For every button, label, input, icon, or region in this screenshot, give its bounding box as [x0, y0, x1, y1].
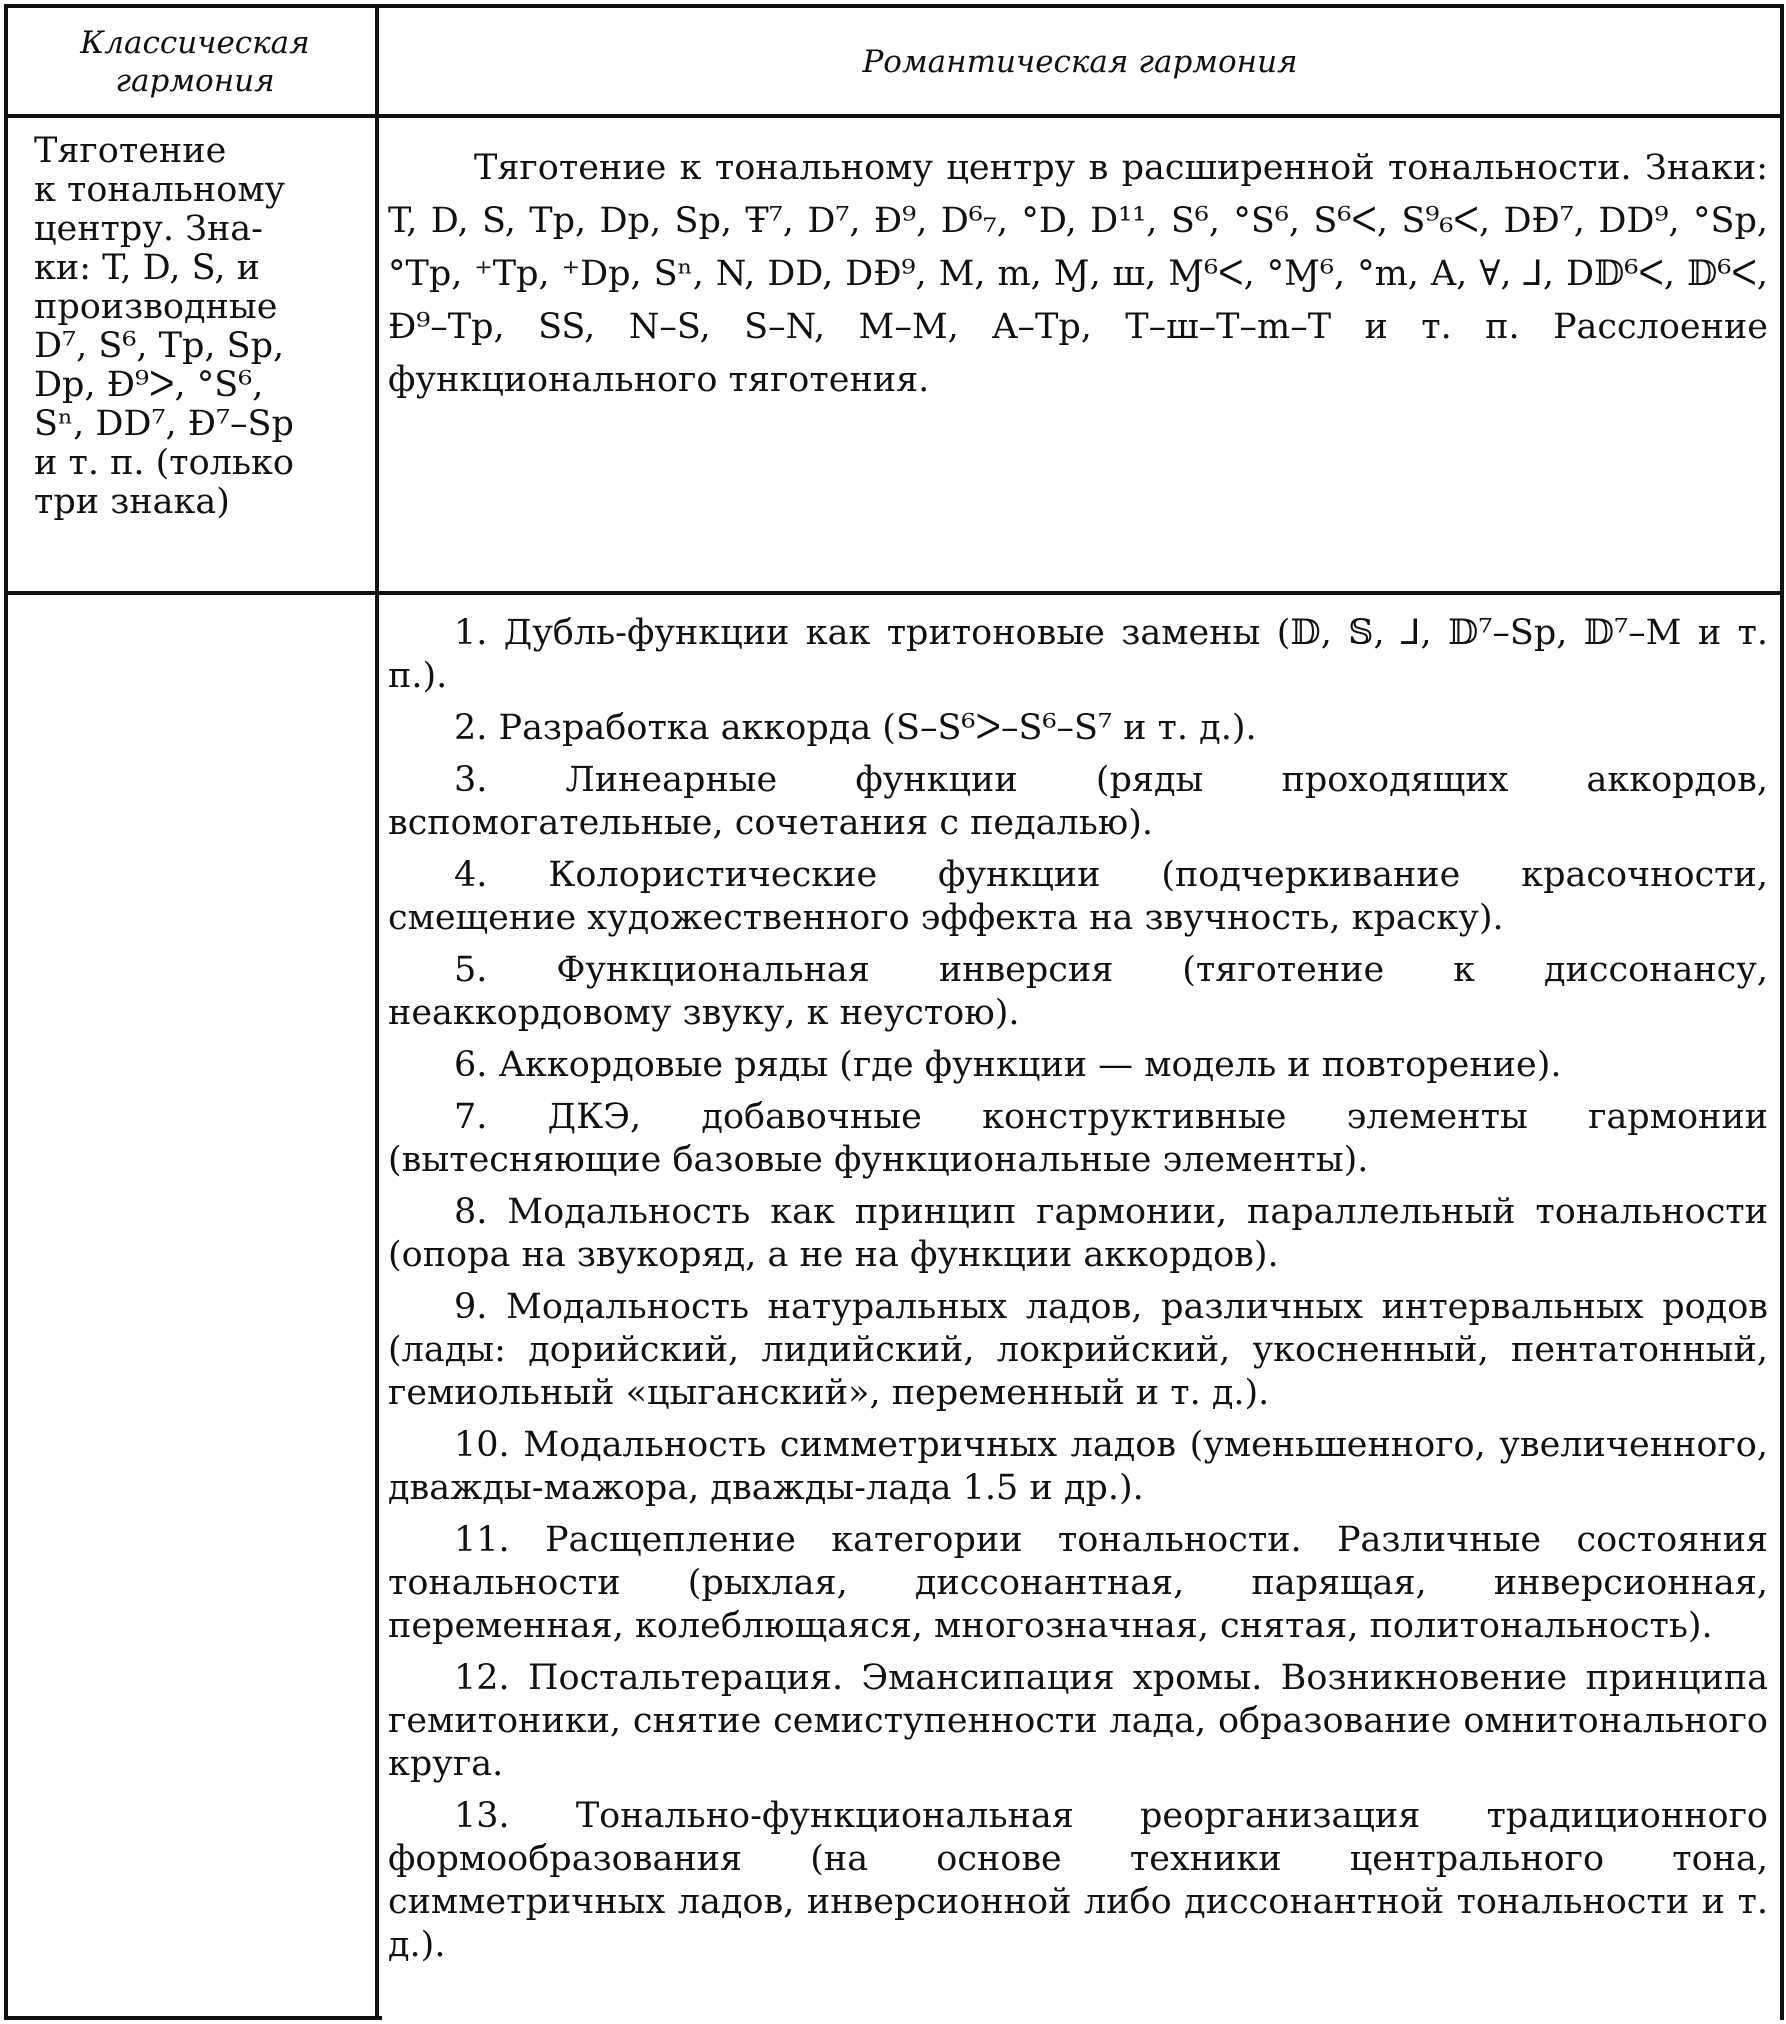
classic-line: D⁷, S⁶, Tp, Sp, — [34, 326, 285, 366]
table-border-top — [4, 4, 1784, 8]
classic-line: Dp, Đ⁹ᐳ, °S⁶, — [34, 365, 264, 405]
list-item: 10. Модальность симметричных ладов (уменьшенного, увеличенного, дважды-мажора, дважды-лада 1.5 и др.). — [388, 1425, 1768, 1508]
table-border-bottom — [4, 2016, 382, 2020]
classic-line: центру. Зна- — [34, 209, 263, 249]
romantic-gravitation-text: Тяготение к тональному центру в расширенной тональности. Знаки: T, D, S, Tp, Dp, Sp, Ŧ⁷, D⁷, Đ⁹, D⁶₇, °D, D¹¹, S⁶, °S⁶, S⁶ᐸ, S⁹₆ᐸ, DĐ⁷, DD⁹, °Sp, °Tp, ⁺Tp, ⁺Dp, Sⁿ, N, DD, DĐ⁹, M, m, Ɱ, ш, Ɱ⁶ᐸ, °Ɱ⁶, °m, A, ∀, ⅃, D𝔻⁶ᐸ, 𝔻⁶ᐸ, Đ⁹–Tp, SS, N–S, S–N, M–M, A–Tp, T–ш–T–m–T и т. п. Расслоение функционального тяготения. — [388, 148, 1768, 400]
list-item: 9. Модальность натуральных ладов, различных интервальных родов (лады: дорийский, лидийский, локрийский, укосненный, пентатонный, гемиольный «цыганский», переменный и т. д.). — [388, 1287, 1768, 1413]
table-border-right — [1780, 4, 1784, 2020]
classic-gravitation-cell — [34, 132, 368, 582]
list-item: 11. Расщепление категории тональности. Различные состояния тональности (рыхлая, диссонантная, парящая, инверсионная, переменная, колеблющаяся, многозначная, снятая, политональность). — [388, 1520, 1768, 1646]
list-item: 2. Разработка аккорда (S–S⁶ᐳ–S⁶–S⁷ и т. д.). — [454, 708, 1257, 748]
list-item: 7. ДКЭ, добавочные конструктивные элементы гармонии (вытесняющие базовые функциональные элементы). — [388, 1097, 1768, 1180]
list-item: 4. Колористические функции (подчеркивание красочности, смещение художественного эффекта на звучность, краску). — [388, 855, 1768, 938]
list-item: 6. Аккордовые ряды (где функции — модель и повторение). — [454, 1045, 1562, 1085]
table-border-left — [4, 4, 8, 2020]
classic-line: Тяготение — [34, 131, 227, 171]
list-item: 5. Функциональная инверсия (тяготение к диссонансу, неаккордовому звуку, к неустою). — [388, 950, 1768, 1033]
classic-line: три знака) — [34, 482, 230, 522]
classic-line: и т. п. (только — [34, 443, 294, 483]
romantic-gravitation-cell — [388, 142, 1768, 582]
header-romantic-label: Романтическая гармония — [862, 44, 1298, 80]
list-item: 12. Постальтерация. Эмансипация хромы. Возникновение принципа гемитоники, снятие семиступенности лада, образование омнитонального круга. — [388, 1658, 1768, 1784]
list-item: 13. Тонально-функциональная реорганизация традиционного формообразования (на основе техники центрального тона, симметричных ладов, инверсионной либо диссонантной тональности и т. д.). — [388, 1796, 1768, 1965]
classic-line: Sⁿ, DD⁷, Đ⁷–Sp — [34, 404, 294, 444]
list-item: 3. Линеарные функции (ряды проходящих аккордов, вспомогательные, сочетания с педалью). — [388, 760, 1768, 843]
list-item: 8. Модальность как принцип гармонии, параллельный тональности (опора на звукоряд, а не на функции аккордов). — [388, 1192, 1768, 1275]
row-divider — [4, 591, 1784, 595]
classic-line: к тональному — [34, 170, 286, 210]
header-classic-label: Классическая гармония — [80, 25, 310, 99]
classic-line: производные — [34, 287, 278, 327]
classic-line: ки: T, D, S, и — [34, 248, 260, 288]
header-classic-harmony — [50, 14, 340, 110]
header-row-divider — [4, 114, 1784, 118]
header-romantic-harmony — [380, 14, 1780, 110]
list-item: 1. Дубль-функции как тритоновые замены (𝔻, 𝕊, ⅃, 𝔻⁷–Sp, 𝔻⁷–M и т. п.). — [388, 613, 1768, 696]
column-divider — [375, 4, 379, 2020]
romantic-features-list — [388, 612, 1768, 2012]
